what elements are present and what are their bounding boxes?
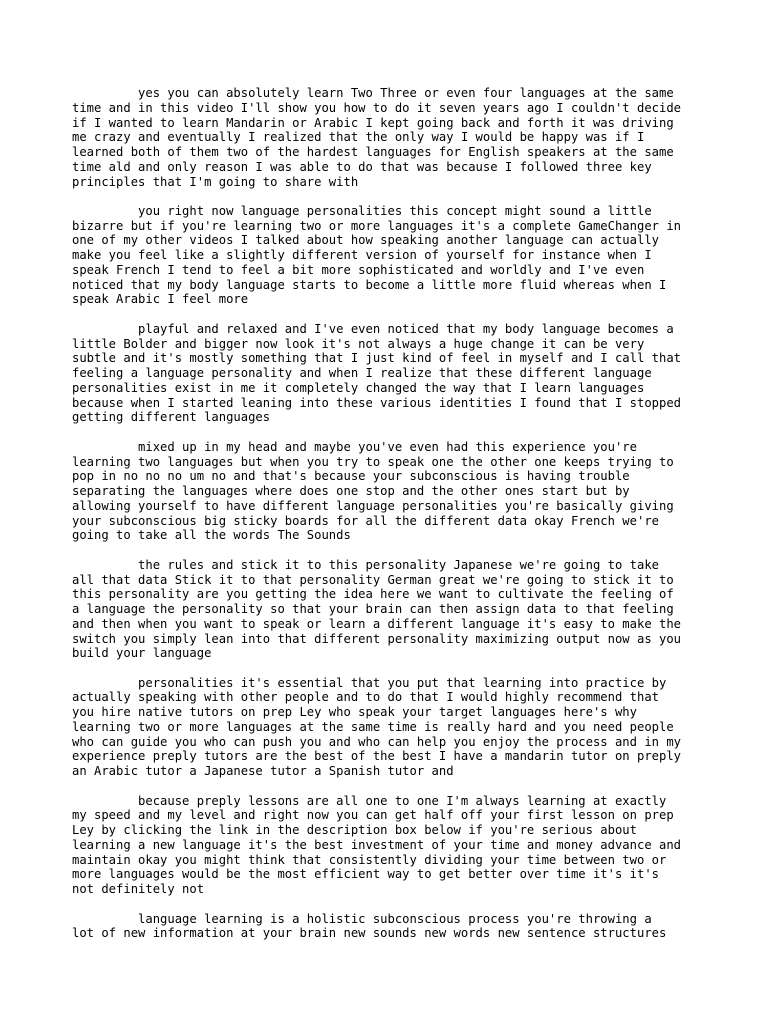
text-line: make you feel like a slightly different version of yourself for instance when I [72,248,652,263]
text-line: yes you can absolutely learn Two Three or even four languages at the same [72,86,674,100]
text-line: more languages would be the most efficient way to get better over time it's it's [72,867,659,882]
text-line: learning a new language it's the best investment of your time and money advance and [72,837,682,852]
text-line: a language the personality so that your brain can then assign data to that feeling [72,602,674,616]
paragraph [72,204,712,307]
paragraph [72,912,712,942]
text-line: personalities exist in me it completely changed the way that I learn languages [72,380,645,395]
text-line: feeling a language personality and when I realize that these different language [72,366,652,381]
text-line: playful and relaxed and I've even noticed that my body language becomes a [72,321,674,336]
text-line: this personality are you getting the idea here we want to cultivate the feeling of [72,587,674,602]
text-line: one of my other videos I talked about how speaking another language can actually [72,233,659,248]
paragraph [72,558,712,661]
text-line: switch you simply lean into that different personality maximizing output now as you [72,631,682,646]
text-line: not definitely not [72,882,205,897]
paragraph [72,676,712,779]
text-line: learning two languages but when you try to speak one the other one keeps trying to [72,454,674,469]
text-line: and then when you want to speak or learn a different language it's easy to make the [72,616,682,631]
text-line: me crazy and eventually I realized that the only way I would be happy was if I [72,130,645,145]
text-line: speak French I tend to feel a bit more sophisticated and worldly and I've even [72,262,645,277]
text-line: subtle and it's mostly something that I just kind of feel in myself and I call that [72,351,682,366]
text-line: your subconscious big sticky boards for all the different data okay French we're [72,513,659,528]
paragraph [72,440,712,543]
text-line: little Bolder and bigger now look it's not always a huge change it can be very [72,336,645,351]
text-line: mixed up in my head and maybe you've even had this experience you're [72,439,637,454]
text-line: noticed that my body language starts to become a little more fluid whereas when I [72,277,667,292]
text-line: maintain okay you might think that consistently dividing your time between two or [72,852,667,867]
paragraph [72,794,712,897]
text-line: because when I started leaning into these various identities I found that I stopped [72,395,682,410]
text-line: personalities it's essential that you put that learning into practice by [72,675,667,690]
text-line: bizarre but if you're learning two or more languages it's a complete GameChanger in [72,218,682,233]
text-line: language learning is a holistic subconscious process you're throwing a [72,911,652,926]
paragraph [72,322,712,425]
text-line: learned both of them two of the hardest languages for English speakers at the same [72,145,674,159]
text-line: getting different languages [72,410,271,425]
text-line: principles that I'm going to share with [72,174,359,189]
text-line: learning two or more languages at the same time is really hard and you need people [72,719,674,734]
text-line: speak Arabic I feel more [72,292,249,307]
text-line: Ley by clicking the link in the description box below if you're serious about [72,823,637,838]
text-line: you hire native tutors on prep Ley who speak your target languages here's why [72,705,637,720]
text-line: time and in this video I'll show you how to do it seven years ago I couldn't decide [72,100,682,115]
text-line: an Arabic tutor a Japanese tutor a Spanish tutor and [72,764,454,779]
text-line: you right now language personalities this concept might sound a little [72,203,652,218]
text-line: time ald and only reason I was able to do that was because I followed three key [72,159,652,174]
text-line: who can guide you who can push you and who can help you enjoy the process and in my [72,734,682,749]
text-line: pop in no no no um no and that's because your subconscious is having trouble [72,469,630,484]
paragraph [72,86,712,189]
text-line: experience preply tutors are the best of the best I have a mandarin tutor on preply [72,749,682,764]
text-line: because preply lessons are all one to one I'm always learning at exactly [72,793,667,808]
text-line: if I wanted to learn Mandarin or Arabic I kept going back and forth it was driving [72,115,674,130]
transcript-body [72,86,712,956]
text-line: lot of new information at your brain new sounds new words new sentence structures [72,926,667,941]
text-line: my speed and my level and right now you can get half off your first lesson on prep [72,808,674,823]
text-line: going to take all the words The Sounds [72,528,351,543]
text-line: allowing yourself to have different language personalities you're basically giving [72,498,674,513]
text-line: actually speaking with other people and to do that I would highly recommend that [72,690,659,705]
text-line: separating the languages where does one stop and the other ones start but by [72,484,630,499]
text-line: the rules and stick it to this personality Japanese we're going to take [72,557,659,572]
text-line: all that data Stick it to that personality German great we're going to stick it to [72,572,674,587]
text-line: build your language [72,646,212,661]
